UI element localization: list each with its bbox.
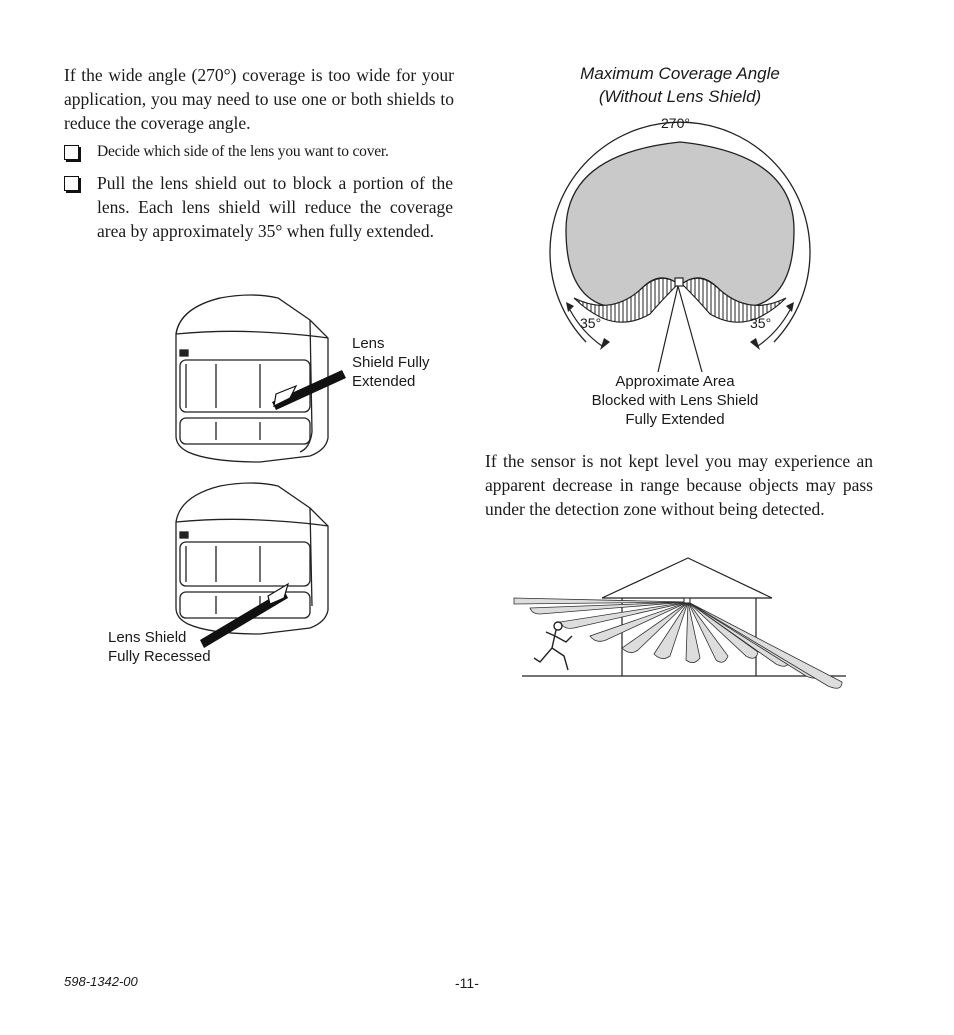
label-line: Shield Fully [352,354,430,371]
blocked-area-label [575,372,775,429]
sensor-shield-extended-illustration [160,290,350,470]
diagram-title-line: (Without Lens Shield) [598,87,762,106]
intro-paragraph: If the wide angle (270°) coverage is too wide for your application, you may need to use one or both shields to reduce the coverage angle. [64,65,454,133]
checkbox-icon [64,176,79,191]
running-person-icon [534,622,572,670]
detection-zone-diagram [510,552,855,697]
diagram-title [540,62,820,108]
label-line: Fully Extended [625,411,725,428]
label-line: Fully Recessed [108,648,211,665]
angle-right-label: 35° [750,315,772,331]
label-line: Lens [352,335,385,352]
label-line: Approximate Area [615,373,735,390]
angle-left-label: 35° [580,315,602,331]
label-line: Blocked with Lens Shield [591,392,759,409]
checkbox-icon [64,145,79,160]
label-line: Extended [352,373,416,390]
label-line: Lens Shield [108,629,187,646]
sensor-level-paragraph: If the sensor is not kept level you may experience an apparent decrease in range because objects may pass under the detection zone without being detected. [485,451,873,519]
page-number: -11- [455,975,479,991]
coverage-angle-diagram [530,120,830,380]
document-code: 598-1342-00 [64,974,138,989]
shield-extended-label [352,334,452,391]
shield-recessed-label [108,628,238,666]
checklist-item-text: Pull the lens shield out to block a portion of the lens. Each lens shield will reduce the coverage area by approximately 35° when fully extended. [97,173,453,241]
angle-270-label: 270° [661,115,690,131]
diagram-title-line: Maximum Coverage Angle [580,64,780,83]
checklist-item-text: Decide which side of the lens you want to cover. [97,143,389,160]
